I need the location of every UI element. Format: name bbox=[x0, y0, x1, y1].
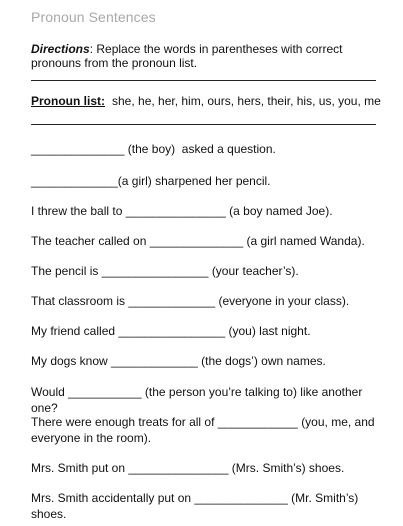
pronoun-list-label: Pronoun list: bbox=[31, 94, 105, 108]
sentence-11: Mrs. Smith put on _______________ (Mrs. Smith’s) shoes. bbox=[31, 461, 345, 475]
sentence-2: _____________(a girl) sharpened her pencil. bbox=[31, 174, 271, 188]
directions bbox=[31, 42, 376, 70]
sentence-10: There were enough treats for all of ____________ (you, me, and everyone in the room). bbox=[31, 415, 378, 445]
sentence-3: I threw the ball to _______________ (a boy named Joe). bbox=[31, 204, 333, 218]
sentence-12: Mrs. Smith accidentally put on ______________ (Mr. Smith’s) shoes. bbox=[31, 491, 362, 521]
sentence-6: That classroom is _____________ (everyone in your class). bbox=[31, 294, 350, 308]
sentence-1: ______________ (the boy) asked a question. bbox=[31, 142, 276, 156]
sentence-9: Would ___________ (the person you’re talking to) like another one? bbox=[31, 385, 366, 415]
directions-text: : Replace the words in parentheses with correct pronouns from the pronoun list. bbox=[31, 42, 343, 70]
worksheet-title: Pronoun Sentences bbox=[31, 9, 156, 25]
pronoun-list bbox=[31, 94, 381, 108]
sentence-4: The teacher called on ______________ (a girl named Wanda). bbox=[31, 234, 365, 248]
pronoun-list-items: she, he, her, him, ours, hers, their, his, us, you, me bbox=[112, 94, 381, 108]
directions-label: Directions bbox=[31, 42, 90, 56]
sentence-8: My dogs know _____________ (the dogs’) own names. bbox=[31, 354, 326, 368]
sentence-5: The pencil is ________________ (your teacher’s). bbox=[31, 264, 299, 278]
divider-line bbox=[31, 124, 376, 125]
divider-line bbox=[31, 80, 376, 81]
sentence-7: My friend called ________________ (you) last night. bbox=[31, 324, 311, 338]
